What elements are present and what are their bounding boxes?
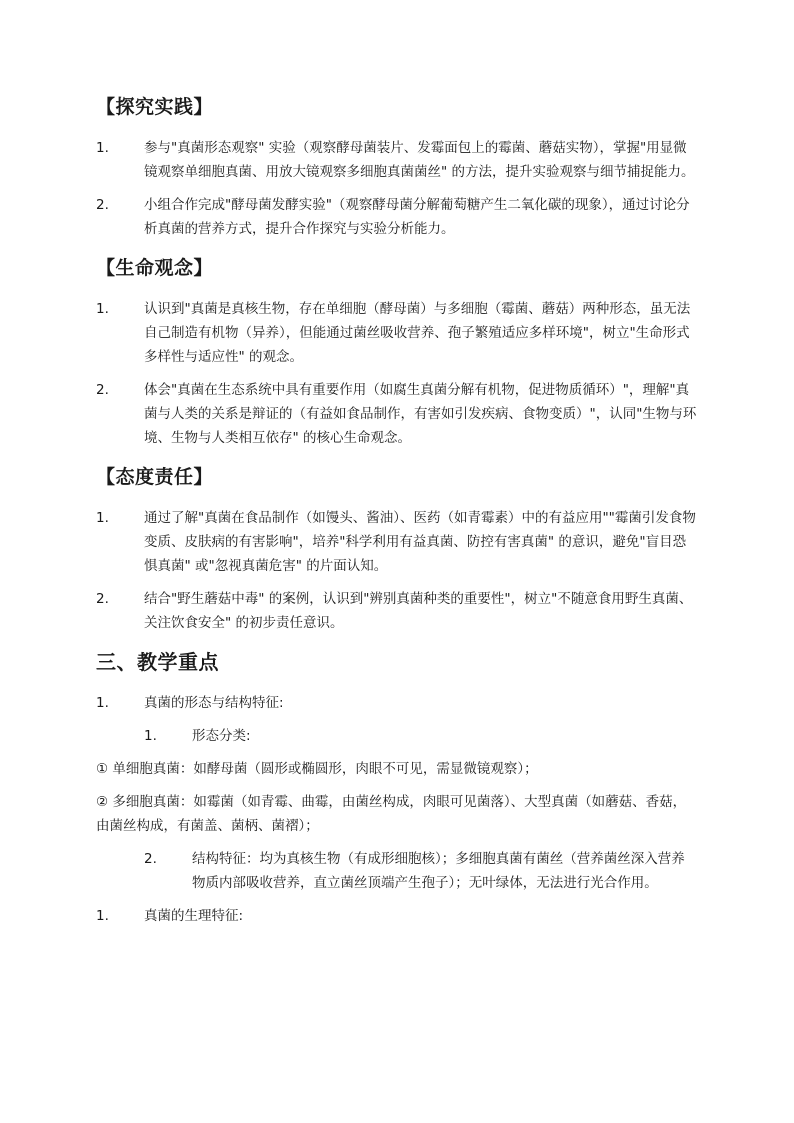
section-inquiry-practice [96,94,698,241]
list-number: 1. [96,695,109,711]
list-number: 2. [144,851,157,867]
list-item-text: 真菌的生理特征: [144,908,244,924]
list-item-text: 形态分类: [192,728,251,744]
list-item [96,506,698,578]
list-item-text: 通过了解"真菌在食品制作（如馒头、酱油）、医药（如青霉素）中的有益应用""霉菌引发食物变质、皮肤病的有害影响"，培养"科学利用有益真菌、防控有害真菌" 的意识，避免"盲目恐惧真菌" 或"忽视真菌危害" 的片面认知。 [144,510,696,574]
section-heading: 【探究实践】 [96,96,214,118]
list-number: 2. [96,382,109,398]
section-attitude-responsibility [96,464,698,635]
section-heading: 三、教学重点 [96,650,219,674]
numbered-list [96,136,698,241]
list-item [96,587,698,635]
list-item-text: 参与"真菌形态观察" 实验（观察酵母菌装片、发霉面包上的霉菌、蘑菇实物），掌握"用显微镜观察单细胞真菌、用放大镜观察多细胞真菌菌丝" 的方法，提升实验观察与细节捕捉能力。 [144,140,695,180]
numbered-list [96,297,698,450]
list-item [96,297,698,369]
paragraph: ① 单细胞真菌：如酵母菌（圆形或椭圆形，肉眼不可见，需显微镜观察）； [96,761,538,777]
section-heading: 【生命观念】 [96,257,214,279]
list-number: 2. [96,197,109,213]
list-item-text: 小组合作完成"酵母菌发酵实验"（观察酵母菌分解葡萄糖产生二氧化碳的现象），通过讨论分析真菌的营养方式，提升合作探究与实验分析能力。 [144,197,690,237]
list-number: 1. [144,728,157,744]
sub-list-item [96,724,698,748]
list-item-text: 真菌的形态与结构特征: [144,695,284,711]
list-item-text: 认识到"真菌是真核生物，存在单细胞（酵母菌）与多细胞（霉菌、蘑菇）两种形态，虽无法自己制造有机物（异养），但能通过菌丝吸收营养、孢子繁殖适应多样环境"，树立"生命形式多样性与适应性" 的观念。 [144,301,691,365]
list-item [96,691,698,715]
list-item-text: 结合"野生蘑菇中毒" 的案例，认识到"辨别真菌种类的重要性"，树立"不随意食用野生真菌、关注饮食安全" 的初步责任意识。 [144,591,693,631]
list-item [96,136,698,184]
list-item-text: 结构特征：均为真核生物（有成形细胞核）；多细胞真菌有菌丝（营养菌丝深入营养物质内部吸收营养，直立菌丝顶端产生孢子）；无叶绿体，无法进行光合作用。 [192,851,685,891]
paragraph: ② 多细胞真菌：如霉菌（如青霉、曲霉，由菌丝构成，肉眼可见菌落）、大型真菌（如蘑菇、香菇，由菌丝构成，有菌盖、菌柄、菌褶）； [96,794,687,834]
numbered-list [96,506,698,635]
sub-list-item [96,847,698,895]
list-item [96,193,698,241]
list-item-text: 体会"真菌在生态系统中具有重要作用（如腐生真菌分解有机物，促进物质循环）"，理解"真菌与人类的关系是辩证的（有益如食品制作，有害如引发疾病、食物变质）"，认同"生物与环境、生物与人类相互依存" 的核心生命观念。 [144,382,697,446]
document-page [96,94,698,937]
list-number: 1. [96,140,109,156]
list-item [96,904,698,928]
list-number: 1. [96,510,109,526]
list-number: 2. [96,591,109,607]
section-life-concept [96,255,698,450]
section-teaching-key-points [96,649,698,928]
list-number: 1. [96,301,109,317]
list-item [96,378,698,450]
section-heading: 【态度责任】 [96,466,214,488]
list-number: 1. [96,908,109,924]
